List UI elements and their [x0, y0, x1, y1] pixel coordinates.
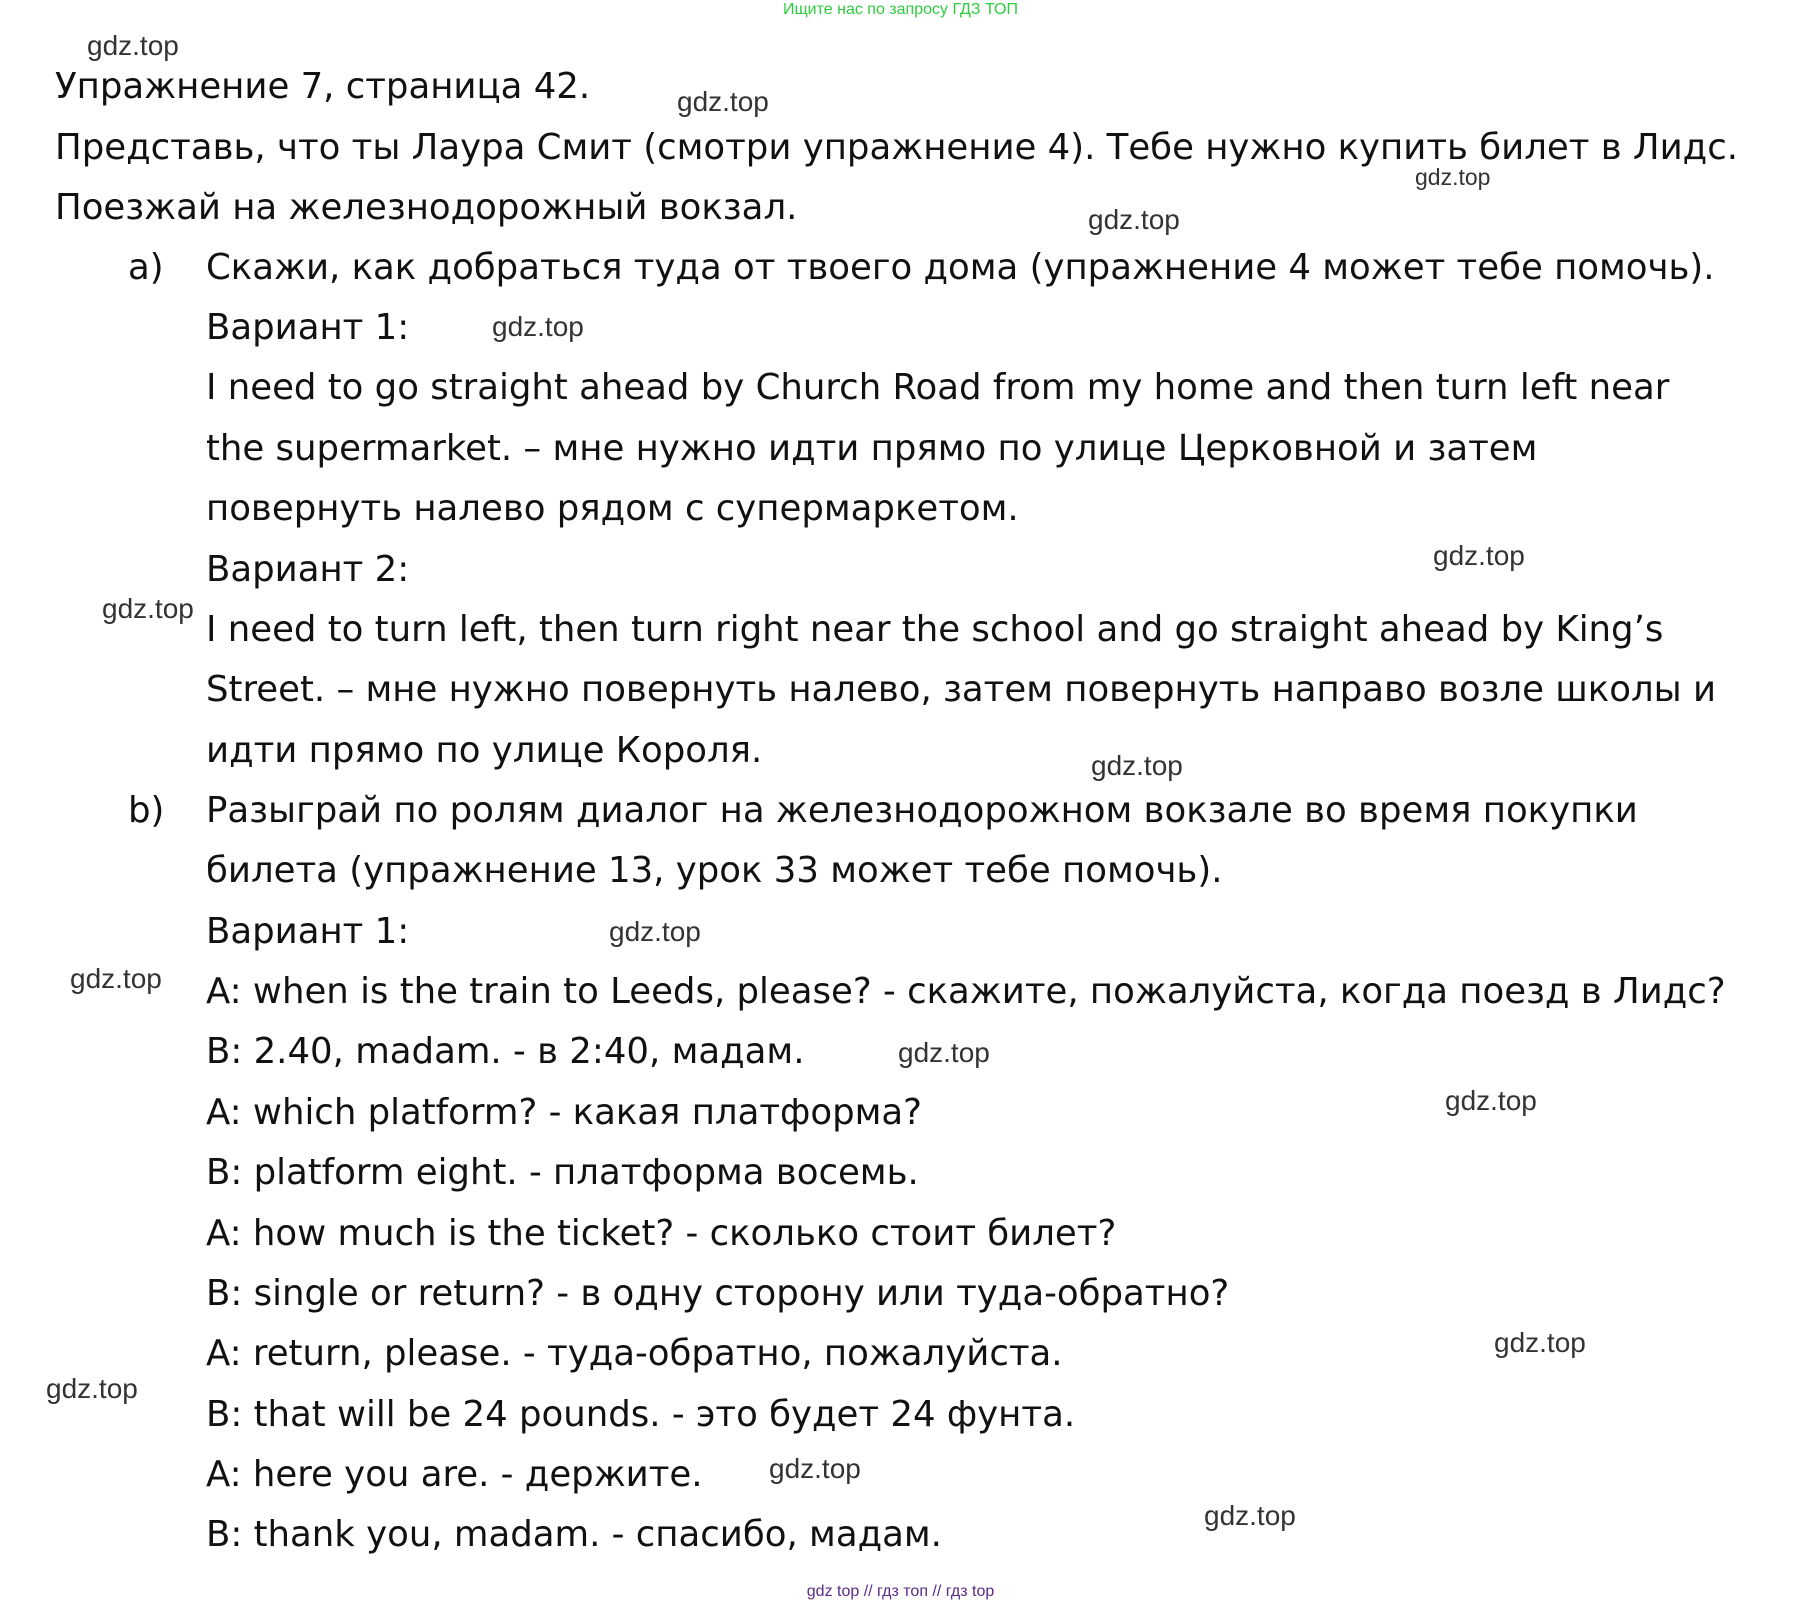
part-a-marker: a) — [128, 247, 164, 288]
watermark: gdz.top — [492, 311, 584, 342]
part-a-variant2-line: Street. – мне нужно повернуть налево, затем повернуть направо возле школы и — [206, 669, 1717, 710]
watermark: gdz.top — [1204, 1500, 1296, 1531]
watermark: gdz.top — [70, 963, 162, 994]
watermark: gdz.top — [609, 916, 701, 947]
part-b-marker: b) — [128, 790, 165, 831]
dialogue-line: B: 2.40, madam. - в 2:40, мадам. — [206, 1031, 805, 1072]
exercise-heading: Упражнение 7, страница 42. — [55, 66, 591, 107]
dialogue-line: B: that will be 24 pounds. - это будет 24 фунта. — [206, 1394, 1076, 1435]
dialogue-line: A: here you are. - держите. — [206, 1454, 703, 1495]
part-a-variant1-line: повернуть налево рядом с супермаркетом. — [206, 488, 1019, 529]
dialogue-line: A: when is the train to Leeds, please? - скажите, пожалуйста, когда поезд в Лидс? — [206, 971, 1726, 1012]
part-a-variant1-line: I need to go straight ahead by Church Road from my home and then turn left near — [206, 367, 1670, 408]
watermark: gdz.top — [1433, 540, 1525, 571]
watermark: gdz.top — [1088, 204, 1180, 235]
dialogue-line: B: thank you, madam. - спасибо, мадам. — [206, 1514, 942, 1555]
dialogue-line: A: how much is the ticket? - сколько стоит билет? — [206, 1213, 1117, 1254]
footer-links: gdz top // гдз топ // гдз top — [806, 1583, 995, 1600]
watermark: gdz.top — [1445, 1085, 1537, 1116]
search-hint-banner: Ищите нас по запросу ГДЗ ТОП — [783, 1, 1018, 18]
dialogue-line: B: platform eight. - платформа восемь. — [206, 1152, 919, 1193]
watermark: gdz.top — [677, 86, 769, 117]
intro-line: Поезжай на железнодорожный вокзал. — [55, 187, 798, 228]
part-a-variant1-line: the supermarket. – мне нужно идти прямо по улице Церковной и затем — [206, 428, 1538, 469]
watermark: gdz.top — [769, 1453, 861, 1484]
watermark: gdz.top — [1091, 750, 1183, 781]
part-a-variant2-line: I need to turn left, then turn right near the school and go straight ahead by King’s — [206, 609, 1664, 650]
watermark: gdz.top — [898, 1037, 990, 1068]
part-a-variant1-label: Вариант 1: — [206, 307, 410, 348]
part-b-variant1-label: Вариант 1: — [206, 911, 410, 952]
part-b-task-line: Разыграй по ролям диалог на железнодорожном вокзале во время покупки — [206, 790, 1638, 831]
watermark: gdz.top — [1494, 1327, 1586, 1358]
part-a-variant2-line: идти прямо по улице Короля. — [206, 730, 763, 771]
watermark: gdz.top — [46, 1373, 138, 1404]
dialogue-line: A: which platform? - какая платформа? — [206, 1092, 923, 1133]
dialogue-line: A: return, please. - туда-обратно, пожалуйста. — [206, 1333, 1063, 1374]
part-b-task-line: билета (упражнение 13, урок 33 может тебе помочь). — [206, 850, 1223, 891]
watermark: gdz.top — [1415, 164, 1491, 190]
watermark: gdz.top — [102, 593, 194, 624]
part-a-variant2-label: Вариант 2: — [206, 549, 410, 590]
dialogue-line: B: single or return? - в одну сторону или туда-обратно? — [206, 1273, 1230, 1314]
intro-line: Представь, что ты Лаура Смит (смотри упражнение 4). Тебе нужно купить билет в Лидс. — [55, 127, 1739, 168]
part-a-task: Скажи, как добраться туда от твоего дома (упражнение 4 может тебе помочь). — [206, 247, 1715, 288]
watermark: gdz.top — [87, 30, 179, 61]
